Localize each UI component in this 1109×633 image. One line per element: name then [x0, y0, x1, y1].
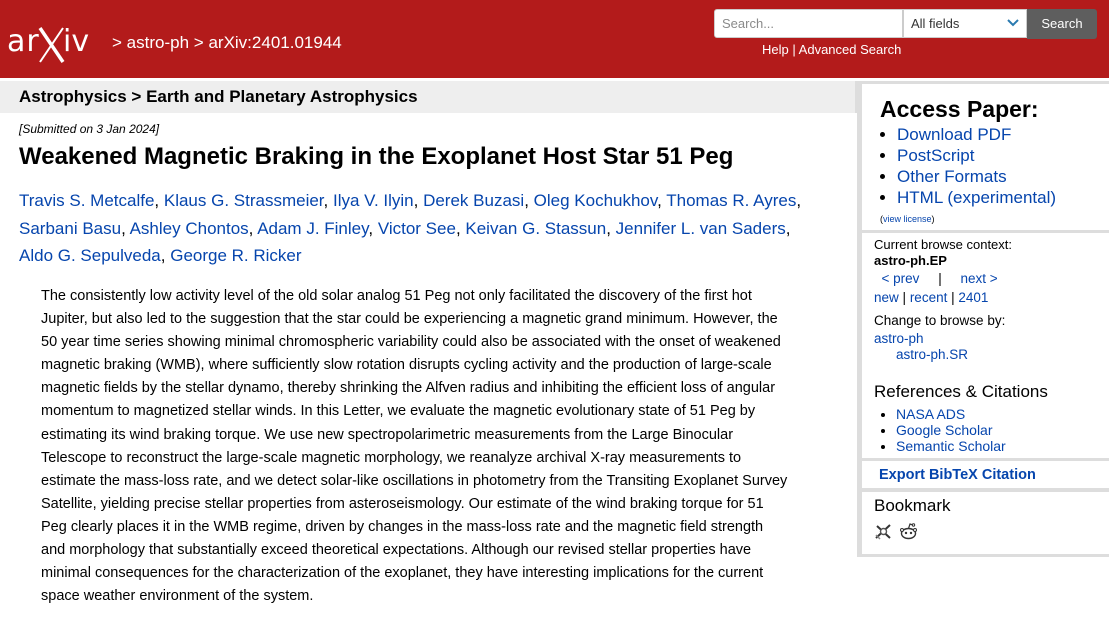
abstract-line: space weather environment of the system. — [41, 588, 314, 605]
paren: ( — [880, 214, 883, 224]
google-scholar-link[interactable]: Google Scholar — [896, 422, 993, 438]
context-label: Current browse context: — [874, 237, 1013, 252]
breadcrumb-separator: > — [112, 33, 122, 52]
breadcrumb — [112, 33, 342, 53]
bookmark-heading: Bookmark — [874, 496, 951, 515]
author-link[interactable]: Keivan G. Stassun — [465, 218, 607, 238]
site-header — [0, 0, 1109, 78]
browse-astro-ph-link[interactable]: astro-ph — [874, 331, 924, 346]
postscript-link[interactable]: PostScript — [897, 146, 975, 165]
prev-next-nav — [874, 271, 998, 286]
browse-astro-ph-sr-link[interactable]: astro-ph.SR — [896, 347, 969, 362]
semantic-scholar-link[interactable]: Semantic Scholar — [896, 438, 1006, 454]
abstract-line: estimate the mass-loss rate, and we detect solar-like oscillations in photometry from the Transiting Exoplanet Survey — [41, 472, 788, 489]
subject-title: Astrophysics > Earth and Planetary Astrophysics — [19, 87, 418, 106]
abstract-line: minimal consequences for the characterization of the exoplanet, they have interesting implications for the current — [41, 565, 764, 582]
abstract-line: 50 year time series showing minimal chromospheric variability could also be associated with the onset of weakened — [41, 334, 781, 351]
references-heading: References & Citations — [874, 382, 1048, 401]
export-bibtex-link[interactable]: Export BibTeX Citation — [879, 467, 1036, 483]
advanced-search-link[interactable]: Advanced Search — [798, 42, 902, 57]
search-input[interactable] — [714, 9, 903, 38]
author-list: Travis S. Metcalfe, Klaus G. Strassmeier, Ilya V. Ilyin, Derek Buzasi, Oleg Kochukhov, Thomas R. Ayres, Sarbani Basu, Ashley Chontos, Adam J. Finley, Victor See, Keivan G. Stassun, Jennifer L. van Saders, Aldo G. Sepulveda, George R. Ricker — [19, 191, 802, 265]
submission-date: [Submitted on 3 Jan 2024] — [19, 122, 160, 136]
separator: | — [938, 271, 942, 286]
new-link[interactable]: new — [874, 290, 899, 305]
download-pdf-link[interactable]: Download PDF — [897, 125, 1012, 144]
abstract-line: estimating its wind braking torque. We use new spectropolarimetric measurements from the Large Binocular — [41, 426, 734, 443]
author-link[interactable]: Victor See — [377, 218, 456, 238]
abstract — [41, 285, 816, 608]
author-link[interactable]: Oleg Kochukhov — [533, 191, 658, 210]
access-heading: Access Paper: — [880, 96, 1039, 122]
abstract-line: momentum to magnetized stellar winds. In this Letter, we evaluate the magnetic evolutionary state of 51 Peg by — [41, 403, 756, 420]
list-item — [897, 145, 1056, 166]
abstract-line: The consistently low activity level of the old solar analog 51 Peg not only facilitated the discovery of the first hot — [41, 288, 752, 304]
abstract-line: Satellite, yielding precise stellar properties from asteroseismology. Our estimate of the wind braking torque for 51 — [41, 495, 764, 512]
author-link[interactable]: Derek Buzasi — [423, 191, 525, 210]
separator: | — [951, 290, 955, 305]
abstract-line: Peg clearly places it in the WMB regime, driven by changes in the mass-loss rate and the magnetic field strength — [41, 518, 764, 535]
sidebar — [857, 81, 1109, 557]
author-link[interactable]: Ilya V. Ilyin — [332, 191, 414, 210]
context-value: astro-ph.EP — [874, 253, 947, 268]
arxiv-logo[interactable] — [7, 20, 109, 66]
list-item — [897, 187, 1056, 208]
chevron-down-icon — [1007, 18, 1019, 28]
abstract-line: Jupiter, but also led to the suggestion that the star could be experiencing a magnetic grand minimum. However, the — [41, 311, 778, 328]
author-link[interactable]: Thomas R. Ayres — [666, 191, 797, 210]
breadcrumb-separator: > — [193, 33, 204, 52]
search-button[interactable]: Search — [1027, 9, 1097, 39]
prev-link[interactable]: < prev — [881, 271, 920, 286]
abstract-line: Telescope to reconstruct the large-scale magnetic morphology, we reanalyze archival X-ray measurements to — [41, 449, 742, 466]
separator: | — [792, 42, 796, 57]
author-link[interactable]: Aldo G. Sepulveda — [19, 246, 161, 265]
search-field-select[interactable] — [903, 9, 1027, 38]
svg-text:iv: iv — [63, 24, 90, 59]
paren: ) — [931, 214, 935, 224]
view-license-link[interactable]: view license — [883, 214, 932, 224]
abstract-line: and morphology that substantially exceed theoretical expectations. Although our revised stellar properties have — [41, 542, 752, 559]
abstract-line: magnetic fields by the stellar dynamo, thereby shrinking the Alfven radius and inhibiting the efficient loss of angular — [41, 380, 776, 397]
list-item — [897, 124, 1056, 145]
access-links — [879, 124, 1056, 208]
references-links — [876, 406, 1006, 454]
reddit-icon[interactable] — [899, 522, 918, 541]
bibsonomy-icon[interactable] — [874, 522, 893, 541]
svg-text:ar: ar — [7, 24, 40, 59]
list-item — [896, 422, 1006, 438]
listing-nav — [874, 290, 988, 305]
next-link[interactable]: next > — [960, 271, 998, 286]
help-link[interactable]: Help — [762, 42, 789, 57]
change-browse-label: Change to browse by: — [874, 313, 1006, 328]
list-item — [896, 406, 1006, 422]
bookmark-icons — [874, 522, 920, 541]
author-link[interactable]: Adam J. Finley — [257, 218, 369, 238]
html-link[interactable]: HTML (experimental) — [897, 188, 1057, 207]
author-link[interactable]: Sarbani Basu — [19, 218, 122, 238]
month-link[interactable]: 2401 — [958, 290, 989, 305]
nasa-ads-link[interactable]: NASA ADS — [896, 406, 966, 422]
other-formats-link[interactable]: Other Formats — [897, 167, 1007, 186]
breadcrumb-astro-ph[interactable]: astro-ph — [126, 33, 190, 52]
list-item — [897, 166, 1056, 187]
field-select-value: All fields — [911, 16, 960, 31]
author-link[interactable]: Ashley Chontos — [129, 218, 249, 238]
author-link[interactable]: Travis S. Metcalfe — [19, 191, 155, 210]
author-link[interactable]: Klaus G. Strassmeier — [163, 191, 324, 210]
abstract-line: magnetic braking (WMB), where sufficiently slow rotation disrupts cycling activity and the production of large-scale — [41, 357, 772, 374]
subject-header — [0, 81, 857, 113]
paper-title: Weakened Magnetic Braking in the Exoplanet Host Star 51 Peg — [19, 143, 734, 170]
references-panel — [862, 376, 1109, 458]
bibtex-panel — [862, 461, 1109, 488]
recent-link[interactable]: recent — [909, 290, 948, 305]
separator: | — [902, 290, 907, 305]
list-item — [896, 438, 1006, 454]
search-help-links — [762, 42, 901, 57]
bookmark-panel — [862, 492, 1109, 554]
author-link[interactable]: George R. Ricker — [170, 246, 302, 265]
breadcrumb-paper-id: arXiv:2401.01944 — [208, 33, 342, 52]
access-paper-panel — [862, 84, 1109, 230]
license — [880, 214, 935, 224]
author-link[interactable]: Jennifer L. van Saders — [615, 218, 786, 238]
